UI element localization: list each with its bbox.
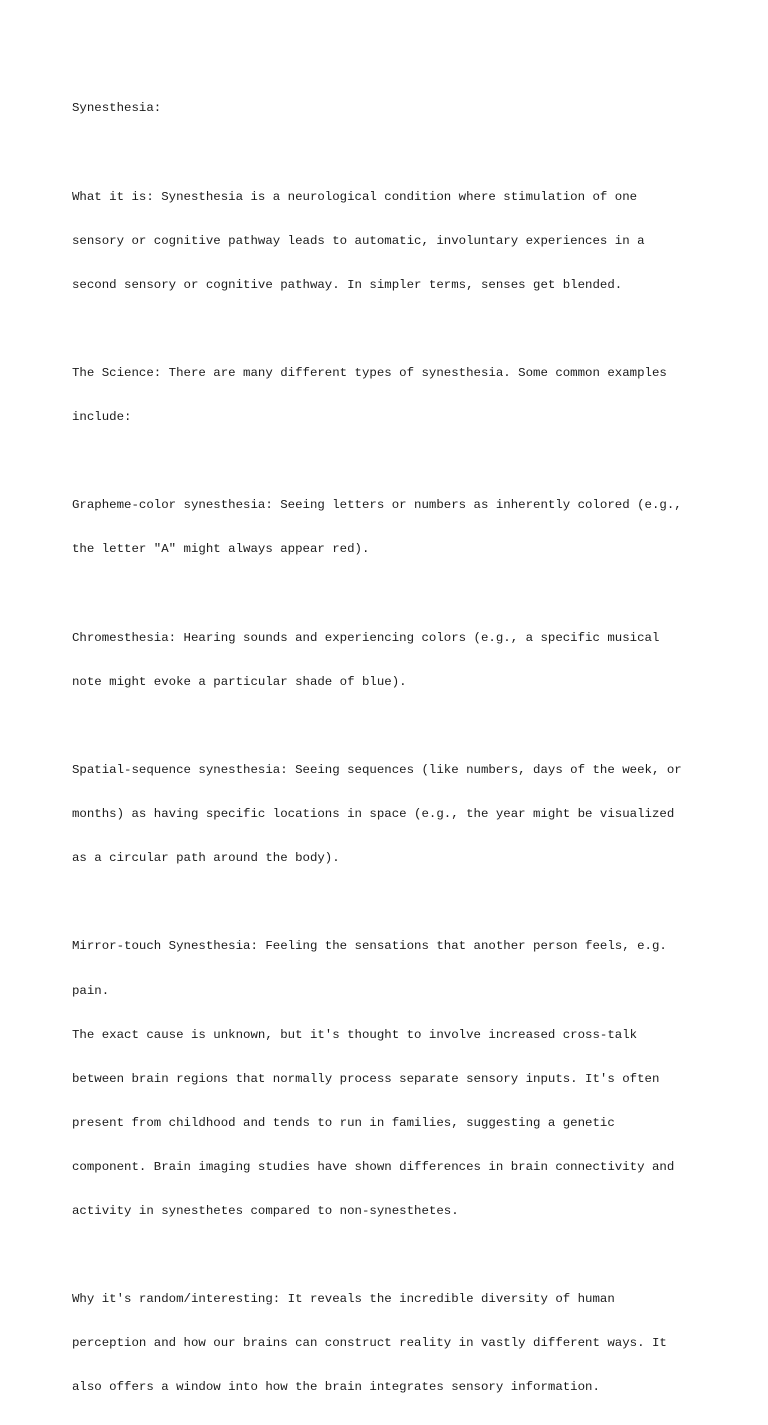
- text-line: Chromesthesia: Hearing sounds and experiencing colors (e.g., a specific musical: [72, 630, 660, 645]
- paragraph-what-it-is: [72, 160, 712, 322]
- text-line: present from childhood and tends to run in families, suggesting a genetic: [72, 1115, 615, 1130]
- text-line: What it is: Synesthesia is a neurological condition where stimulation of one: [72, 189, 638, 204]
- paragraph-chromesthesia: [72, 601, 712, 719]
- text-line: The exact cause is unknown, but it's thought to involve increased cross-talk: [72, 1027, 638, 1042]
- text-line: The Science: There are many different types of synesthesia. Some common examples: [72, 366, 667, 381]
- text-line: include:: [72, 410, 132, 425]
- text-line: second sensory or cognitive pathway. In simpler terms, senses get blended.: [72, 277, 623, 292]
- text-line: Mirror-touch Synesthesia: Feeling the sensations that another person feels, e.g.: [72, 939, 667, 954]
- text-line: as a circular path around the body).: [72, 851, 340, 866]
- text-line: note might evoke a particular shade of blue).: [72, 674, 407, 689]
- text-line: activity in synesthetes compared to non-synesthetes.: [72, 1204, 459, 1219]
- paragraph-grapheme-color: [72, 469, 712, 587]
- paragraph-mirror-touch: [72, 910, 712, 1248]
- text-line: sensory or cognitive pathway leads to automatic, involuntary experiences in a: [72, 233, 645, 248]
- text-line: Grapheme-color synesthesia: Seeing letters or numbers as inherently colored (e.g.,: [72, 498, 682, 513]
- paragraph-spatial-sequence: [72, 734, 712, 896]
- text-line: also offers a window into how the brain integrates sensory information.: [72, 1380, 600, 1395]
- paragraph-the-science: [72, 337, 712, 455]
- text-line: the letter "A" might always appear red).: [72, 542, 370, 557]
- text-line: component. Brain imaging studies have shown differences in brain connectivity and: [72, 1159, 675, 1174]
- document-title: [72, 72, 712, 146]
- text-line: pain.: [72, 983, 110, 998]
- text-line: perception and how our brains can construct reality in vastly different ways. It: [72, 1336, 667, 1351]
- text-line: Spatial-sequence synesthesia: Seeing sequences (like numbers, days of the week, or: [72, 762, 682, 777]
- text-line: Why it's random/interesting: It reveals the incredible diversity of human: [72, 1292, 615, 1307]
- paragraph-why-interesting: [72, 1263, 712, 1425]
- document-page: [72, 72, 712, 1425]
- text-line: between brain regions that normally process separate sensory inputs. It's often: [72, 1071, 660, 1086]
- text-line: months) as having specific locations in space (e.g., the year might be visualized: [72, 807, 675, 822]
- text-line: Synesthesia:: [72, 101, 162, 116]
